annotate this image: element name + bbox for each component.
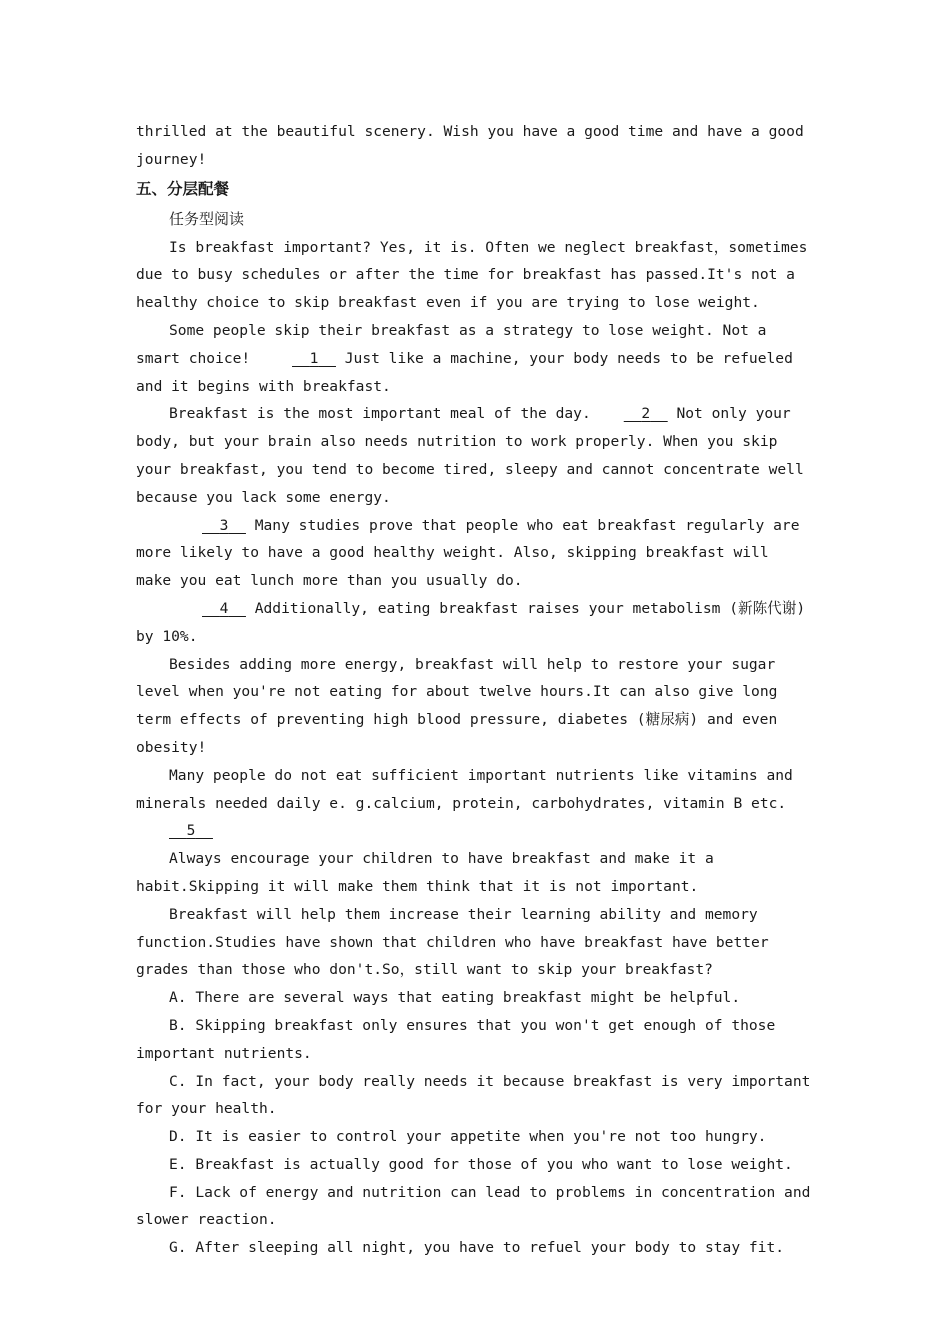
- passage-paragraph-6: Besides adding more energy, breakfast will help to restore your sugar level when you're not eating for about twelve hours.It can also give long term effects of preventing high blood pressure, diabetes (糖尿病) and even obesity!: [136, 655, 778, 756]
- blank-4: [169, 595, 246, 623]
- passage-paragraph-1: Is breakfast important? Yes, it is. Often we neglect breakfast，sometimes due to busy schedules or after the time for breakfast has passed.It's not a healthy choice to skip breakfast even if you are trying to lose weight.: [136, 238, 808, 312]
- intro-line-2: journey!: [136, 150, 207, 168]
- passage-paragraph-4: [136, 512, 812, 595]
- option-b: B. Skipping breakfast only ensures that you won't get enough of those important nutrients.: [136, 1016, 776, 1062]
- paragraph-2-text-after: Just like a machine, your body needs to be refueled and it begins with breakfast.: [136, 349, 793, 395]
- intro-line-1: thrilled at the beautiful scenery. Wish you have a good time and have a good: [136, 123, 804, 140]
- document-page: [136, 118, 812, 1262]
- paragraph-3-text-before: Breakfast is the most important meal of the day.: [169, 405, 591, 423]
- section-heading: 五、分层配餐: [136, 179, 230, 198]
- blank-3: [169, 512, 246, 540]
- blank-2-number: 2: [641, 405, 651, 423]
- paragraph-2-text-before: Some people skip their breakfast as a strategy to lose weight. Not a smart choice!: [136, 321, 767, 367]
- option-f: F. Lack of energy and nutrition can lead to problems in concentration and slower reaction.: [136, 1183, 811, 1229]
- passage-paragraph-8: Always encourage your children to have breakfast and make it a habit.Skipping it will make them think that it is not important.: [136, 850, 714, 895]
- option-e: E. Breakfast is actually good for those of you who want to lose weight.: [169, 1155, 793, 1173]
- blank-1: [259, 345, 336, 373]
- passage-paragraph-9: Breakfast will help them increase their learning ability and memory function.Studies have shown that children who have breakfast have better grades than those who don't.So，still want to skip your breakfast?: [136, 905, 769, 979]
- option-g: G. After sleeping all night, you have to refuel your body to stay fit.: [169, 1239, 785, 1257]
- paragraph-7-text: Many people do not eat sufficient important nutrients like vitamins and minerals needed daily e. g.calcium, protein, carbohydrates, vitamin B etc.: [136, 766, 793, 812]
- blank-2: [591, 400, 668, 428]
- paragraph-5-text: Additionally, eating breakfast raises your metabolism (新陈代谢) by 10%.: [136, 599, 806, 645]
- option-d: D. It is easier to control your appetite when you're not too hungry.: [169, 1128, 767, 1146]
- paragraph-3-text-after: Not only your body, but your brain also needs nutrition to work properly. When you skip your breakfast, you tend to become tired, sleepy and cannot concentrate well because you lack some energy.: [136, 405, 804, 506]
- blank-1-number: 1: [309, 349, 319, 367]
- blank-5: [136, 817, 213, 845]
- blank-4-number: 4: [219, 599, 229, 617]
- passage-paragraph-3: [136, 400, 812, 511]
- blank-3-number: 3: [219, 516, 229, 534]
- passage-paragraph-7: [136, 762, 812, 845]
- option-c: C. In fact, your body really needs it because breakfast is very important for your health.: [136, 1072, 811, 1118]
- blank-5-number: 5: [186, 822, 196, 840]
- passage-paragraph-5: [136, 595, 812, 651]
- section-subheading: 任务型阅读: [169, 209, 245, 228]
- paragraph-4-text: Many studies prove that people who eat breakfast regularly are more likely to have a good healthy weight. Also, skipping breakfast will make you eat lunch more than you usually do.: [136, 516, 800, 590]
- passage-paragraph-2: [136, 317, 812, 400]
- option-a: A. There are several ways that eating breakfast might be helpful.: [169, 989, 741, 1007]
